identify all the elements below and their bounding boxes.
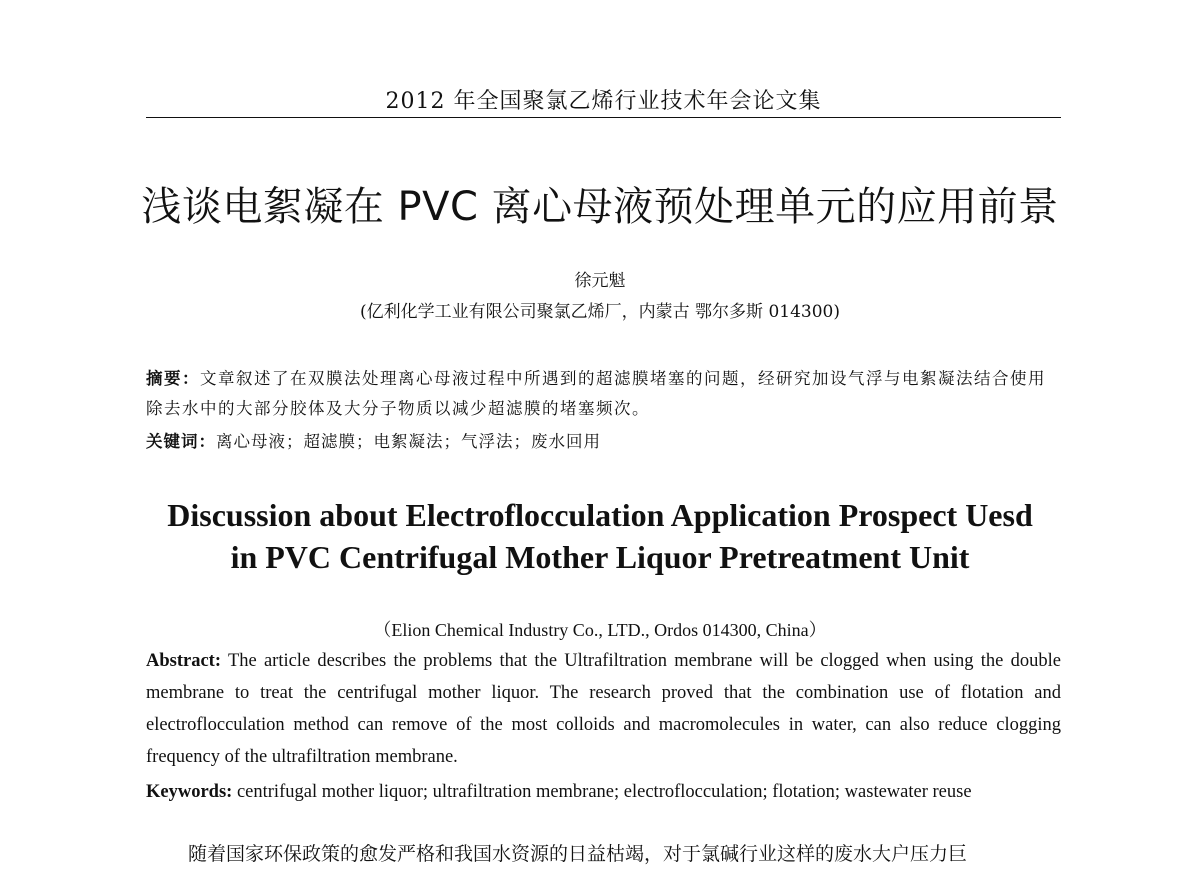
running-header: 2012 年全国聚氯乙烯行业技术年会论文集 [385, 89, 822, 114]
english-title-line-2: in PVC Centrifugal Mother Liquor Pretreatment Unit [230, 539, 970, 575]
english-title [100, 494, 1100, 578]
chinese-author: 徐元魁 [574, 271, 626, 291]
chinese-title: 浅谈电絮凝在 PVC 离心母液预处理单元的应用前景 [141, 184, 1059, 230]
english-keywords-label: Keywords: [146, 782, 233, 802]
chinese-abstract [146, 364, 1061, 424]
chinese-keywords-label: 关键词： [146, 432, 216, 451]
english-keywords [146, 776, 1061, 808]
english-keywords-text: centrifugal mother liquor; ultrafiltration membrane; electroflocculation; flotation; wastewater reuse [236, 782, 972, 802]
english-affiliation: （Elion Chemical Industry Co., LTD., Ordos 014300, China） [373, 620, 827, 640]
chinese-keywords [146, 427, 1061, 457]
chinese-abstract-label: 摘要： [146, 369, 200, 388]
chinese-keywords-text: 离心母液；超滤膜；电絮凝法；气浮法；废水回用 [216, 432, 601, 451]
english-title-line-1: Discussion about Electroflocculation Application Prospect Uesd [167, 497, 1033, 533]
english-abstract-label: Abstract: [146, 651, 222, 671]
english-abstract [146, 645, 1061, 773]
header-rule [146, 117, 1061, 118]
chinese-abstract-text: 文章叙述了在双膜法处理离心母液过程中所遇到的超滤膜堵塞的问题，经研究加设气浮与电絮凝法结合使用除去水中的大部分胶体及大分子物质以减少超滤膜的堵塞频次。 [146, 369, 1046, 418]
english-abstract-text: The article describes the problems that the Ultrafiltration membrane will be clogged when using the double membrane to treat the centrifugal mother liquor. The research proved that the combination use of flotation and electroflocculation method can remove of the most colloids and macromolecules in water, can also reduce clogging frequency of the ultrafiltration membrane. [146, 651, 1061, 767]
body-paragraph: 随着国家环保政策的愈发严格和我国水资源的日益枯竭，对于氯碱行业这样的废水大户压力巨 [188, 843, 968, 865]
chinese-affiliation: (亿利化学工业有限公司聚氯乙烯厂，内蒙古 鄂尔多斯 014300) [360, 302, 840, 322]
